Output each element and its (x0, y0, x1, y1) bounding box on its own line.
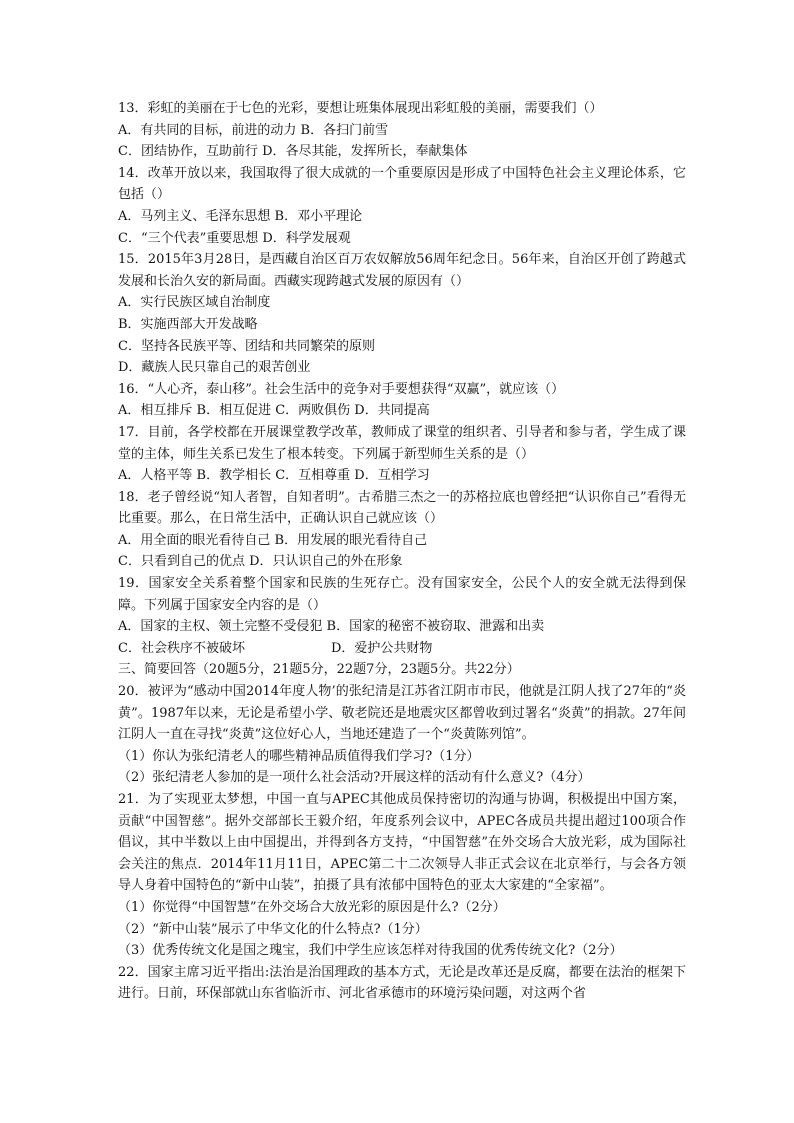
question-15-stem: 15．2015年3月28日，是西藏自治区百万农奴解放56周年纪念日。56年来，自治区开创了跨越式发展和长治久安的新局面。西藏实现跨越式发展的原因有（） (118, 252, 686, 289)
question-16-options: A．相互排斥 B．相互促进 C．两败俱伤 D．共同提高 (118, 403, 430, 419)
question-21-sub-3: （3）优秀传统文化是国之瑰宝，我们中学生应该怎样对待我国的优秀传统文化?（2分） (118, 943, 623, 959)
question-14-options-ab: A．马列主义、毛泽东思想 B．邓小平理论 (118, 208, 363, 224)
question-15-option-a: A．实行民族区域自治制度 (118, 295, 271, 311)
question-14-stem: 14．改革开放以来，我国取得了很大成就的一个重要原因是形成了中国特色社会主义理论体系，它包括（） (118, 165, 686, 203)
question-21-sub-1: （1）你觉得“中国智慧”在外交场合大放光彩的原因是什么?（2分） (118, 899, 506, 915)
question-19-options-ab: A．国家的主权、领土完整不受侵犯 B．国家的秘密不被窃取、泄露和出卖 (118, 619, 545, 635)
question-19-option-d: D．爱护公共财物 (330, 640, 433, 656)
section-3-heading: 三、简要回答（20题5分，21题5分，22题7分，23题5分。共22分） (118, 662, 520, 678)
question-21-stem: 21．为了实现亚太梦想，中国一直与APEC其他成员保持密切的沟通与协调，积极提出中国方案，贡献“中国智慈”。据外交部部长王毅介绍，年度系列会议中，APEC各成员共提出超过100项合作倡议，其中半数以上由中国提出，并得到各方支持，“中国智慈”在外交场合大放光彩，成为国际社会关注的焦点．2014年11月11日，APEC第二十二次领导人非正式会议在北京举行，与会各方领导人身着中国特色的“新中山装”，拍摄了具有浓郁中国特色的亚太大家建的“全家福”。 (118, 792, 686, 894)
question-15-option-c: C．坚持各民族平等、团结和共同繁荣的原则 (118, 338, 375, 354)
question-20-stem: 20．被评为“感动中国2014年度人物’的张纪清是江苏省江阴市市民，他就是江阴人找了27年的“炎黄”。1987年以来，无论是希望小学、敬老院还是地震灾区都曾收到过署名“炎黄”的捐款。27年间江阴人一直在寻找“炎黄”这位好心人，当地还建造了一个“炎黄陈列馆”。 (118, 684, 686, 743)
question-18-options-ab: A．用全面的眼光看待自己 B．用发展的眼光看待自己 (118, 532, 428, 548)
exam-page (118, 98, 686, 1005)
question-19-option-c: C．社会秩序不被破坏 (118, 640, 245, 656)
question-13-options-ab: A．有共同的目标，前进的动力 B．各扫门前雪 (118, 122, 389, 138)
question-19-stem: 19．国家安全关系着整个国家和民族的生死存亡。没有国家安全，公民个人的安全就无法得到保障。下列属于国家安全内容的是（） (118, 576, 686, 613)
question-13-options-cd: C．团结协作，互助前行 D．各尽其能，发挥所长，奉献集体 (118, 144, 468, 160)
question-20-sub-2: （2）张纪清老人参加的是一项什么社会活动?开展这样的活动有什么意义?（4分） (118, 770, 591, 786)
question-22-stem: 22．国家主席习近平指出:法治是治国理政的基本方式，无论是改革还是反腐，都要在法治的框架下进行。日前，环保部就山东省临沂市、河北省承德市的环境污染问题，对这两个省 (118, 964, 686, 1002)
question-13-stem: 13．彩虹的美丽在于七色的光彩，要想让班集体展现出彩虹般的美丽，需要我们（） (118, 101, 603, 116)
question-21-sub-2: （2）“新中山装”展示了中华文化的什么特点?（1分） (118, 921, 428, 937)
question-17-options: A．人格平等 B．教学相长 C．互相尊重 D．互相学习 (118, 468, 430, 484)
question-15-option-d: D．藏族人民只靠自己的艰苦创业 (118, 360, 311, 376)
question-16-stem: 16．“人心齐，泰山移”。社会生活中的竞争对手要想获得“双赢”，就应该（） (118, 381, 565, 397)
question-15-option-b: B．实施西部大开发战略 (118, 316, 258, 332)
question-17-stem: 17．目前，各学校都在开展课堂教学改革，教师成了课堂的组织者、引导者和参与者，学生成了课堂的主体，师生关系已发生了根本转变。下列属于新型师生关系的是（） (118, 424, 686, 462)
question-18-stem: 18．老子曾经说“知人者智，自知者明”。古希腊三杰之一的苏格拉底也曾经把“认识你自己”看得无比重要。那么，在日常生活中，正确认识自己就应该（） (118, 489, 686, 527)
question-18-options-cd: C．只看到自己的优点 D．只认识自己的外在形象 (118, 554, 403, 570)
question-20-sub-1: （1）你认为张纪清老人的哪些精神品质值得我们学习?（1分） (118, 748, 480, 764)
question-14-options-cd: C．“三个代表”重要思想 D．科学发展观 (118, 230, 351, 246)
question-19-options-cd (118, 638, 686, 660)
